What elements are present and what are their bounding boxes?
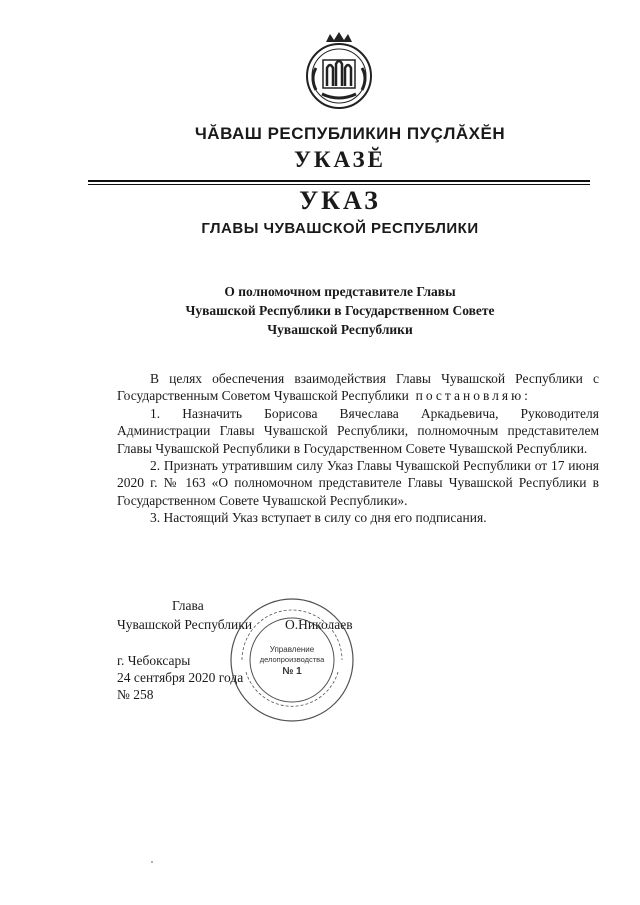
item-2: 2. Признать утратившим силу Указ Главы Чувашской Республики от 17 июня 2020 г. № 163 «О полномочном представителе Главы Чувашской Республики в Государственном Совете Чувашской Республики». [117,458,599,508]
title-chuvash-line1: ЧĂВАШ РЕСПУБЛИКИН ПУÇЛĂХĔН [194,124,506,143]
signer-name: О.Николаев [285,617,353,632]
signer-position-line2: Чувашской Республики [117,617,253,632]
subject-line: О полномочном представителе Главы [224,284,456,299]
stamp-center-line3: № 1 [282,666,302,677]
decree-word: постановляю: [415,388,531,404]
decree-number: № 258 [117,687,154,702]
decree-city: г. Чебоксары [117,653,191,668]
scan-speck [151,861,153,863]
item-1: 1. Назначить Борисова Вячеслава Аркадьевича, Руководителя Администрации Главы Чувашской Республики, полномочным представителем Главы Чувашской Республики в Государственном Совете Чувашской Республики. [117,405,599,456]
title-chuvash-line2: УКАЗĔ [293,147,387,172]
header-divider-thick [88,180,590,182]
decree-body [117,370,599,527]
decree-date: 24 сентября 2020 года [117,670,244,685]
item-3: 3. Настоящий Указ вступает в силу со дня его подписания. [150,510,487,526]
stamp-center-line1: Управление [269,645,315,654]
coat-of-arms-icon [296,28,382,114]
decree-subject [150,282,530,339]
subject-line: Чувашской Республики [267,322,413,337]
official-seal-icon [228,596,356,724]
signer-position-line1: Глава [172,598,204,613]
preamble-text: В целях обеспечения взаимодействия Главы Чувашской Республики с Государственным Советом Чувашской Республики [117,371,599,404]
header-divider-thin [88,184,590,185]
title-russian-line2: ГЛАВЫ ЧУВАШСКОЙ РЕСПУБЛИКИ [201,220,479,237]
subject-line: Чувашской Республики в Государственном Совете [185,303,495,318]
stamp-center-line2: делопроизводства [259,655,325,664]
preamble-paragraph [117,370,599,405]
title-russian-line1: УКАЗ [299,186,381,215]
